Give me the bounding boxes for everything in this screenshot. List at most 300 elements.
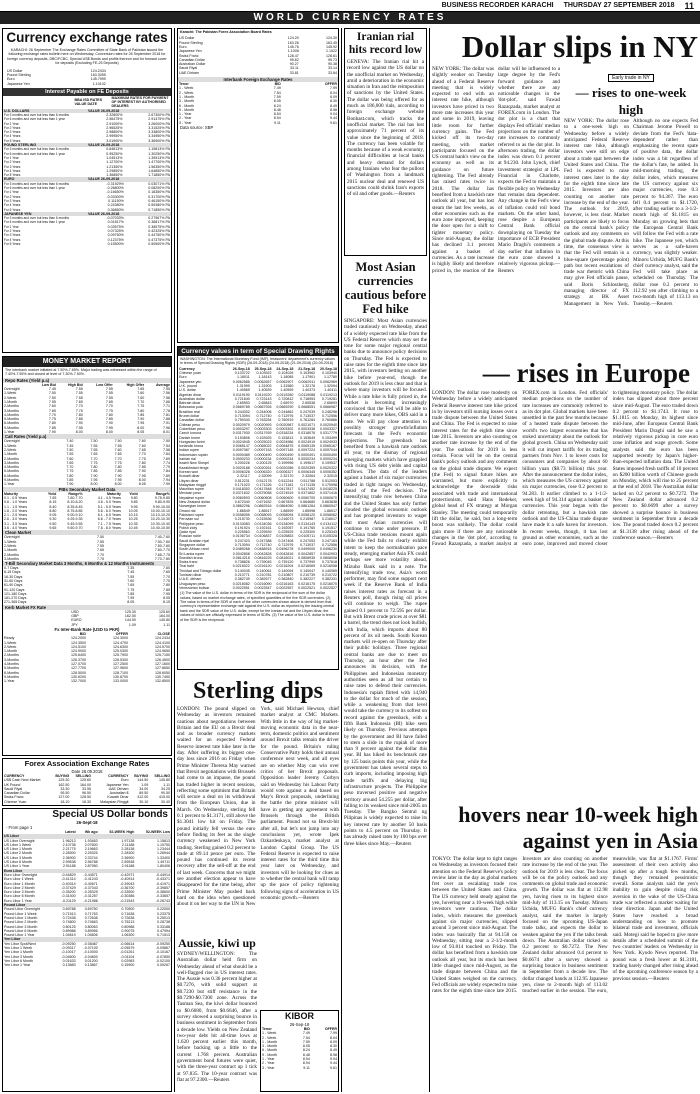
sdr-cell: 0.0097044 [320, 448, 337, 453]
call-cell: 7.55 [66, 452, 74, 457]
kibor-title: KIBOR [285, 1011, 314, 1021]
repo-cell: 7.55 [105, 391, 113, 396]
repo-cell: 7.65 [48, 408, 56, 413]
libor-col: 52-WEEK Low [145, 830, 170, 834]
pib-cell: 6.6 - 7.0 Years [97, 517, 121, 522]
sdr-cell: Colombian peso [179, 426, 205, 431]
kibor-cell: 3 - Month [179, 99, 195, 104]
sdr-cell: 0.0000491 [298, 452, 316, 457]
sdr-cell: 2.32064 [302, 474, 316, 479]
libor-cell: 0.01200 [84, 958, 98, 963]
sdr-cell: 0.0097145 [276, 448, 294, 453]
sdr-cell: 0.0816225 [254, 555, 272, 560]
call-cell: 2-Months [4, 456, 19, 461]
fe-cell: For 4 Years [4, 134, 21, 139]
money-title: MONEY MARKET REPORT [3, 357, 171, 367]
sdr-cell: 0.737990 [300, 560, 316, 565]
libor-cell: -0.41971 [155, 881, 170, 886]
sdr-cell: 0.0134143 [298, 521, 316, 526]
fxa-cell: Malaysian Ringgit [100, 799, 129, 804]
sdr-cell: 0.0134099 [276, 521, 294, 526]
sdr-cell: 0.0024986 [276, 439, 294, 444]
kibor-mini-cell: 7.59 [302, 1039, 310, 1044]
libor-heading [3, 809, 171, 820]
fe-cell: 1.29850% [106, 168, 123, 173]
sdr-cell: 0.0065167 [320, 444, 337, 449]
fe-col-0 [3, 96, 74, 109]
libor-cell: 2.59538 [121, 860, 135, 865]
libor-section-name: Pound Libor [3, 903, 171, 907]
sdr-cell: 0.0318234 [276, 431, 294, 436]
sdr-cell: Saudi Arabian riyal [179, 538, 209, 543]
fe-cell: 1.21350% [106, 164, 123, 169]
fwd-row [3, 679, 171, 683]
sdr-cell: 0.0668051 [298, 405, 316, 410]
sdr-col: Currency [179, 366, 195, 371]
sdr-row [178, 504, 338, 508]
kibor-cell: 8.49 [330, 103, 337, 108]
sdr-cell: 0.191760 [300, 525, 316, 530]
repo-cell: 8.00 [137, 425, 145, 430]
sdr-cell: 0.0003303 [254, 426, 272, 431]
sdr-cell: Peruvian sol [179, 517, 199, 522]
repo-cell: 7.75 [48, 417, 56, 422]
sdr-cell: Swiss franc [179, 560, 198, 565]
fe-cell: 0.38575% PA [148, 224, 170, 229]
asian-body: SINGAPORE: Most Asian currencies traded cautiously on Wednesday, ahead of a widely expected rate hike from the US Federal Reserve which may set the tone for some major regional central banks due to announce policy decisions on Thursday. The Fed is expected to raise rates for the eighth time since late 2015, with investors betting on another hike before year-end, though the outlook for 2019 is less clear and that is where many investors will be focused. While a rate hike is fully priced in, the market is becoming increasingly convinced that the Fed will be able to deliver many more hikes, OBS said in a note. We will pay close attention to possibly stronger growth/inflation forecasts in the Fed's economic projections. The greenback has benefited from a hawkish rate outlook all year, to the dismay of regional emerging markets which have grappled with rising US debt yields and capital outflows. The data of the leaders against a basket of six major currencies traded in tight ranges on Wednesday, ahead of the Fed decision. The intensifying trade row between China and the United States has only further clouded the global economic outlook and has prompted investors to wager that most Asian currencies will continue to come under pressure. If US-China trade tensions mount again while the Fed fails to clearly exhibit intent to keep the normalisation pace steady, emerging market Asia FX could perhaps see more volatility ahead, Mizuho Bank said in a note. The intensifying trade row, Asia's worst performer, may find some support next week if the Reserve Bank of India raises interest rates as forecast in a Reuters poll, though rising oil prices will continue to weigh. The rupee gained 0.1 percent to 72.595 per dollar. But with Brent crude prices at over $81 a barrel, the trend does not look bullish, with India, which imports about 80 percent of its oil needs. South Korean markets will re-open on Thursday after their public holidays. Three regional central banks are due to meet on Thursday, an hour after the Fed announces its decision, with the Philippines and Indonesian monetary authorities seen as all but certain to raise rates to defend their currencies. Indonesia's rupiah flirted with 14,940 to the dollar for much of the session, while a weakening from that level would take the currency to its softest on record against the greenback, with a fifth Bank Indonesia (BI) hike seen likely on Thursday. Previous attempts by the government and BI have failed to stem a slide in the rupiah of more than 9 percent against the dollar this year. BI has hiked its benchmark rate by 125 basis points this year, while the government has taken several steps to curb imports, including imposing high trade tariffs and delaying big infrastructure projects. The Philippine peso traversed positive and negative territory around 54.255 per dollar, after falling to its weakest since mid-2005 on Tuesday. The Bangko Sentral ng Pilipinas is widely expected to raise its key interest rate by another 50 basis points to 4.5 percent on Thursday. It has already raised rates by 100 bps over three hikes since May.—Reuters [344, 318, 427, 847]
sdr-cell: Iranian rial [179, 457, 196, 462]
call-cell: 7.50 [114, 439, 122, 444]
page-header [0, 0, 700, 12]
call-cell: 7.70 [114, 456, 122, 461]
tbill-cell: 181-270 Days [4, 596, 27, 601]
pib-cell: 9.50 [49, 521, 57, 526]
call-cell: 7.75 [66, 469, 74, 474]
libor-cell: -0.44571 [83, 872, 98, 877]
pib-col: Maturity [4, 491, 18, 496]
kerb-cell: 145.80 [158, 618, 170, 623]
tbill-cell: 7.65 [127, 583, 135, 588]
sdr-cell: 0.759340 [234, 418, 250, 423]
repo-col: High Offer [126, 382, 145, 387]
sdr-cell: 0.0021071 [298, 422, 316, 427]
repo-cell: 7.76 [163, 408, 170, 413]
sdr-cell: 0.0042903 [320, 551, 337, 556]
call-cell: 7.50 [66, 447, 74, 452]
kibor-cell: 9 - Month [179, 107, 195, 112]
fwd-cell: 3-Months [4, 657, 19, 662]
repo-cell: 7.55 [75, 391, 83, 396]
libor-cell: -0.10017 [61, 950, 76, 955]
libor-cell: Euro Libor 1 Year [4, 898, 32, 903]
cm-table [3, 535, 171, 561]
libor-cell: 0.33188 [157, 924, 170, 929]
money-market-box [2, 356, 172, 756]
interbank-row [178, 71, 338, 75]
cm-cell: 7.65 [97, 548, 105, 553]
libor-section-name: Yen Libor [3, 937, 171, 941]
pib-cell: 3.1 - 3.5 Years [4, 521, 28, 526]
repo-cell: 7.96 [163, 425, 170, 430]
repo-cell: 7.90 [48, 430, 56, 435]
sdr-cell: 2.65693 [324, 401, 337, 406]
sdr-cell: U.A.E. dirham [179, 577, 202, 582]
fwd-cell: 128.5000 [70, 670, 86, 675]
libor-cell: 2.33744 [84, 855, 98, 860]
call-cell: 7.70 [90, 456, 98, 461]
cm-cell: 7.50 [97, 535, 105, 540]
kibor-mini-cell: 8.09 [330, 1039, 337, 1044]
fe-group-valuedate: VALUE 26-09-2018 [87, 212, 171, 216]
libor-cell: -0.07100 [83, 946, 98, 951]
sdr-cell: U.K. pound [179, 384, 197, 388]
fxa-col: SELLING [154, 774, 170, 778]
sdr-cell: 0.382331 [322, 577, 337, 582]
sdr-cell: 1.40373 [302, 388, 316, 393]
kibor-mini-cell: 3 - Year [262, 1065, 275, 1070]
pib-cell: 4.6 - 5.0 Years [97, 500, 121, 505]
repo-cell: 7.80 [48, 421, 56, 426]
dollar-ny-headline: Dollar slips in NY [461, 29, 698, 64]
pib-cell: 1.6 - 2.0 Years [4, 508, 28, 513]
fe-cell: 3.31525% PA [148, 125, 170, 130]
fe-cell: 1.36850% [106, 173, 123, 178]
libor-cell: -0.10000 [83, 950, 98, 955]
tb-table [3, 566, 171, 605]
sdr-cell: 0.0020940 [320, 422, 337, 427]
libor-cell: 0.70500 [121, 907, 135, 912]
fwd-cell: 9-Months [4, 674, 19, 679]
fwd-cell: 127.9600 [112, 666, 128, 671]
fxa-cell: 96.50 [82, 791, 92, 796]
kerb-cell: 164.00 [158, 614, 170, 619]
call-cell: 7.65 [66, 460, 74, 465]
pib-cell: 9.45-9.55 [67, 521, 83, 526]
sdr-cell: 0.0058120 [298, 512, 316, 517]
sdr-cell: 0.0003338 [298, 426, 316, 431]
kibor-mini-cell: 7.49 [302, 1031, 310, 1036]
sdr-cell: 0.739045 [256, 560, 272, 565]
sdr-cell: 0.0003327 [320, 426, 337, 431]
kibor-cell: 8.30 [330, 99, 337, 104]
libor-cell: Pound Libor 1 Month [4, 915, 38, 920]
interbank-currency: Swiss Franc [179, 53, 199, 58]
sdr-cell: 0.712976 [278, 542, 294, 547]
kibor-cell: 8.54 [273, 112, 281, 117]
kibor-cell: 3 - Year [179, 120, 192, 125]
call-cell: 7.95 [90, 478, 98, 483]
pib-cell: 10.45 [128, 526, 138, 531]
kerb-cell: 1.09 [128, 622, 136, 627]
fwd-cell: 126.3700 [70, 657, 86, 662]
sdr-cell: 0.210781 [256, 573, 272, 578]
sdr-title: Currency values in term of Special Drawing Rights [178, 347, 338, 356]
fxa-cell: 33.55 [82, 786, 92, 791]
fxa-col: BUYING [55, 774, 70, 778]
sdr-cell: 0.0042808 [232, 551, 250, 556]
sdr-cell: 0.0020286 [276, 465, 294, 470]
fe-cell: 2.98800% [106, 130, 123, 135]
libor-cell: -0.31257 [83, 894, 98, 899]
sdr-cell: Canadian dollar [179, 418, 205, 423]
libor-cell: 0.22000 [157, 907, 170, 912]
sdr-cell: Japanese yen [179, 379, 202, 384]
fwd-title: Fx Inter-Bank Rate (USD to PKR) [54, 626, 120, 632]
asian-article [344, 260, 427, 1092]
kibor-mini-cell: 8.05 [302, 1044, 310, 1049]
repo-cell: 7.45 [48, 387, 56, 392]
libor-cell: -0.39043 [120, 881, 135, 886]
libor-table [3, 830, 171, 968]
sdr-cell: 0.382677 [256, 577, 272, 582]
libor-cell: Pound Libor 2 Month [4, 920, 38, 925]
libor-box [2, 808, 172, 1092]
cm-cell: 1-Month [4, 548, 18, 553]
fe-cell: For 4 Years [4, 168, 21, 173]
fxa-cell: 33.30 [60, 786, 70, 791]
kibor-mini-row [261, 1066, 338, 1070]
fe-cell: For 3 Years [4, 164, 21, 169]
kibor-mini-cell: 8.04 [330, 1035, 337, 1040]
repo-cell: 7.85 [137, 412, 145, 417]
interbank-currency: Canadian Dollar [179, 57, 205, 62]
fe-cell: For 3 months and over but less than 6 months [4, 147, 70, 152]
sdr-cell: 0.0000489 [232, 452, 250, 457]
sdr-cell: 0.718953 [300, 396, 316, 401]
sdr-cell: 1.17901 [302, 375, 316, 380]
repo-cell: 7.50 [48, 395, 56, 400]
sdr-cell: 1.31903 [258, 384, 272, 388]
libor-cell: Euro Libor 1 Month [4, 881, 35, 886]
sdr-cell: 0.0489268 [232, 547, 250, 552]
libor-cell: 0.74800 [62, 920, 76, 925]
sdr-cell: 0.713037 [300, 542, 316, 547]
fwd-cell: Ready [4, 636, 15, 641]
sdr-cell: 0.216073 [278, 517, 294, 522]
interbank-sell: 128.61 [326, 53, 337, 58]
call-cell: 8.00 [114, 482, 122, 487]
libor-cell: 0.01633 [62, 958, 76, 963]
sdr-cell: 0.210771 [234, 573, 250, 578]
pib-cell: 8.80 [49, 508, 57, 513]
fxa-col: CURRENCY [108, 774, 129, 778]
fxa-col: CURRENCY [4, 774, 25, 778]
fwd-cell: 124.3000 [112, 636, 128, 641]
libor-cell: 2.91188 [62, 864, 76, 869]
interbank-currency: Saudi Riyal [179, 66, 198, 71]
basic-rate-currency: Euro [7, 77, 15, 82]
fxa-cell: 412.00 [137, 795, 149, 800]
kibor-mini-col: Tenor [262, 1027, 272, 1031]
pib-cell: 10.30-10.40 [150, 521, 170, 526]
sdr-cell: 0.0860547 [320, 504, 337, 509]
sdr-cell: 0.0042828 [254, 551, 272, 556]
fe-cell: For 3 Years [4, 233, 21, 238]
fe-cell: For 6 months and over but less than 1 year [4, 220, 65, 225]
forex-assoc-date: Date 26.09.2018 [71, 769, 103, 774]
sdr-cell: 0.0000233 [232, 457, 250, 462]
pib-cell: 9.65 [49, 526, 57, 531]
repo-cell: 7.60 [48, 404, 56, 409]
fe-cell: 0.31700% PA [148, 194, 170, 199]
repo-cell: 8.00 [105, 430, 113, 435]
fwd-cell: 127.0700 [70, 662, 86, 667]
sdr-cell: 0.712740 [256, 542, 272, 547]
repo-cell: 7.65 [105, 400, 113, 404]
libor-cell: -0.06614 [120, 941, 135, 946]
europe-headline: — rises in Europe [482, 358, 690, 388]
tbill-cell: 8.05 [163, 596, 170, 601]
sdr-cell: Russian ruble [179, 534, 201, 539]
fe-cell: For 3 months and over but less than 6 months [4, 216, 70, 221]
sdr-cell: U.S. dollar [179, 388, 196, 393]
pib-cell: 7.6 - 8.0 Years [97, 526, 121, 531]
call-cell: 7.55 [90, 447, 98, 452]
fwd-col: CLOSE [157, 631, 170, 636]
sdr-cell: Omani rial [179, 508, 196, 513]
kibor-cell: 8.48 [273, 107, 281, 112]
kibor-mini-col: OFFER [324, 1027, 337, 1031]
libor-cell: -0.35329 [83, 890, 98, 895]
libor-cell: -0.33657 [155, 894, 170, 899]
call-cell: 7.54 [163, 443, 170, 448]
iran-headline: Iranian rial hits record low [348, 31, 423, 56]
call-cell: 8.00 [90, 482, 98, 487]
libor-cell: 2.19663 [84, 847, 98, 852]
tbill-cell: 7.75 [127, 587, 135, 592]
sdr-cell: 0.0669785 [232, 405, 250, 410]
libor-cell: -0.21543 [120, 898, 135, 903]
libor-cell: 2.36900 [62, 855, 76, 860]
sdr-cell: 0.0106734 [232, 534, 250, 539]
libor-cell: -0.26743 [155, 898, 170, 903]
sdr-cell: 1.32176 [302, 384, 316, 388]
special-bonds-title: Special US Dollar bonds [52, 809, 168, 820]
fxa-cell: 1.11 [163, 782, 170, 787]
sdr-cell: Brazilian real [179, 409, 200, 414]
sdr-cell: 0.0065135 [298, 444, 316, 449]
sdr-cell: 0.153499 [322, 435, 337, 440]
call-cell: 7.58 [163, 447, 170, 452]
sdr-cell: 1.17780 [324, 375, 337, 380]
interbank-currency: UAE Dirham [179, 70, 199, 75]
libor-cell: 2.87950 [84, 864, 98, 869]
fe-cell: 0.47375% PA [148, 237, 170, 242]
libor-cell: 0.72438 [62, 915, 76, 920]
sdr-cell: 0.191924 [234, 525, 250, 530]
fe-cell: For 1 Year [4, 121, 19, 126]
call-cell: 7.85 [114, 469, 122, 474]
pib-cell: 5.6 - 6.0 Years [97, 508, 121, 513]
interbank-sell: 95.73 [328, 57, 337, 62]
libor-cell: Euro Libor 2 Month [4, 885, 35, 890]
interbank-sell: 33.14 [328, 66, 337, 71]
repo-cell: 7.90 [75, 421, 83, 426]
sdr-cell: 0.210739 [300, 573, 316, 578]
fx-table [70, 610, 171, 627]
fwd-cell: 130.7450 [155, 674, 170, 679]
libor-cell: Yen Libor 1 Week [4, 946, 33, 951]
sdr-cell: 0.0119190 [233, 392, 250, 397]
sterling-body: LONDON: The pound slipped on Wednesday as investors remained cautious about negotiations between Britain and the EU on a Brexit deal and as broader currency markets waited for an expected Federal Reserve interest rate hike later in the day. After suffering its biggest one-day loss since 2016 on Friday when Prime Minister Theresa May warned that Brexit negotiations with Brussels had come to an impasse, the pound has traded higher in recent sessions, reflecting some optimism that Britain will secure a deal on its withdrawal from the European Union, due in March. On Wednesday, sterling fell 0.1 percent to $1.3171, still above the $1.3041 low hit on Friday. The pound initially fell versus the euro before finding its feet as the single currency weakened in New York trading. Sterling gained 0.2 percent to trade at 89.14 pence per euro. The pound has continued its recent recovery after the sell-off at the end of last week. Concerns that we might see another election appear to have disappeared for the time being, after Prime Minister May pushed back hard on the idea when questioned about it on her way to the UN in New York, said Michael Hewson, chief market analyst at CMC Markets. With little in the way of big market-moving economic data in the near-term, domestic politics and sentiment around Brexit talks remain the driver for the pound. Britain's ruling Conservative Party holds their annual conference next week, and all eyes are on whether May can win over critics of her Brexit proposals. Opposition leader Jeremy Corbyn said on Wednesday his Labour Party would vote against a deal based on May's Brexit proposals, underlining the battle the prime minister will have in getting any agreement with Brussels through the British parliament. Pound not so Brexit-hit after all, but let's not jump into any conclusions yet, wrote Ipek Ozkardeskaya, market analyst at London Capital Group. The US Federal Reserve is expected to raise interest rates for the third time this year later on Wednesday, and investors will be looking for clues as to whether the central bank will ramp up the pace of policy tightening following signs of acceleration in US economic growth.—Reuters [177, 706, 339, 908]
libor-cell: -0.37043 [83, 885, 98, 890]
libor-cell: -0.36700 [120, 885, 135, 890]
libor-cell: 0.71513 [157, 933, 170, 938]
sdr-cell: Chinese yuan [179, 371, 201, 376]
libor-cell: 0.25013 [157, 915, 170, 920]
interbank-sell: 163.45 [326, 40, 337, 45]
fe-cell: 0.07325% [107, 229, 124, 234]
pib-cell: 9.05 [49, 513, 57, 518]
libor-cell: -0.41314 [61, 877, 76, 882]
libor-cell: Pound Libor 1 Year [4, 933, 35, 938]
call-cell: 8.05 [138, 482, 146, 487]
libor-cell: 1.97138 [121, 838, 135, 843]
repo-cell: 7.55 [75, 395, 83, 400]
fe-group-valuedate: VALUE 26-09-2018 [87, 177, 171, 181]
sdr-cell: 0.0814218 [232, 555, 250, 560]
fe-cell: 0.42325% PA [148, 229, 170, 234]
libor-cell: 0.09267 [157, 963, 170, 968]
libor-cell: 1.80406 [157, 864, 170, 869]
tbill-cell: 8.15 [163, 600, 170, 605]
fe-cell: 0.09750% [107, 233, 124, 238]
fwd-cell: 125.6400 [70, 653, 86, 658]
cm-cell: Overnight [4, 535, 20, 540]
libor-cell: 0.15900 [121, 963, 135, 968]
sdr-cell: Indonesian rupiah [179, 452, 208, 457]
sdr-cell: 0.0862296 [232, 504, 250, 509]
call-cell: 7.70 [66, 465, 74, 470]
sdr-cell: 0.760866 [322, 418, 337, 423]
tbill-cell: 0-7 Days [4, 566, 19, 571]
kibor-cell: 8.05 [273, 99, 281, 104]
sdr-cell: 1.86017 [324, 508, 337, 513]
sdr-cell: 0.0003297 [232, 426, 250, 431]
fe-cell: 3.33800% PA [148, 130, 170, 135]
sdr-cell: 0.0006327 [276, 469, 294, 474]
kibor-mini-cell: 1 - Month [262, 1039, 278, 1044]
fe-cell: For 3 Years [4, 130, 21, 135]
early-body: NEW YORK: The dollar rose to a one-week high on Wednesday before a widely anticipated Federal Reserve interest rate hike, although investors were still on edge about a trade spat between the United States and China. The Fed is expected to raise interest rates later in the day for the eighth time since late 2015. Investors are also counting on another rate increase by the end of the year. The outlook for 2019, however, is less clear. Market participants are likely to focus on the central bank's policy outlook and any comments on the global trade dispute. At this time, the consensus view is that the Fed will remain in a blue-square (percentage point) path but recent escalations of trade war rhetoric with China may give Fed officials pause, said Boris Schlossberg, managing director of FX strategy at BK Asset Management in New York. Although no one expects Fed Chairman Jerome Powell to deviate from the Fed's 'data-dependent' rather than emphasizing the recent spate of positive data, the dollar index was a bit regardless of the dollar's fate, he added. In mid-morning trading, the dollar index, which measures the US currency against six major currencies, rose 0.3 percent to 94.367. The euro fell 0.4 percent to $1.1720, after trading earlier to a 3-1/2-month high of $1.1815 on Monday on growing bets that the European Central Bank will follow the Fed with a rate hike. The Japanese yen, which serves as a safe-haven currency, was slightly weaker. Minoru Uchida, MUFG Bank's chief currency analyst, said the Fed will take place as scheduled on Thursday. The dollar rose 0.2 percent to 112.92 yen after climbing to a two-month high of 113.13 on Tuesday.—Reuters [564, 118, 698, 307]
forex-board-subtitle: Karachi: The Pakistan Forex Association Board Rates [180, 30, 272, 34]
sdr-cell: 0.0064875 [276, 444, 294, 449]
fe-cell: For 5 Years [4, 207, 21, 212]
call-cell: 7.79 [163, 465, 170, 470]
pib-title: PIBs Secondary Market Data [3, 487, 171, 492]
libor-cell: 0.71763 [84, 911, 98, 916]
fwd-cell: 124.4100 [155, 640, 170, 645]
fe-cell: 0.50500% PA [148, 241, 170, 246]
libor-cell: 1.04606 [84, 933, 98, 938]
sdr-cell: 0.0058062 [320, 512, 337, 517]
sdr-cell: 0.0216204 [276, 564, 294, 569]
fwd-cell: 1-Month [4, 649, 18, 654]
repo-cell: 7.70 [137, 400, 145, 404]
sdr-cell: 0.0317930 [232, 431, 250, 436]
sdr-cell: Tunisian dinar [179, 573, 202, 578]
fwd-cell: 6-Months [4, 670, 19, 675]
libor-col: 52-WEEK High [109, 830, 135, 834]
fe-group-valuedate: VALUE 26-09-2018 [87, 109, 171, 113]
fxa-cell: 18.10 [60, 799, 70, 804]
kibor-mini-cell: 2 - Week [262, 1035, 277, 1040]
cm-cell: 7.55 [97, 543, 105, 548]
sdr-cell: 0.737618 [322, 560, 337, 565]
sdr-cell: 0.0666987 [320, 405, 337, 410]
sdr-cell: 0.0058094 [276, 512, 294, 517]
sdr-cell: 0.0006345 [298, 469, 316, 474]
